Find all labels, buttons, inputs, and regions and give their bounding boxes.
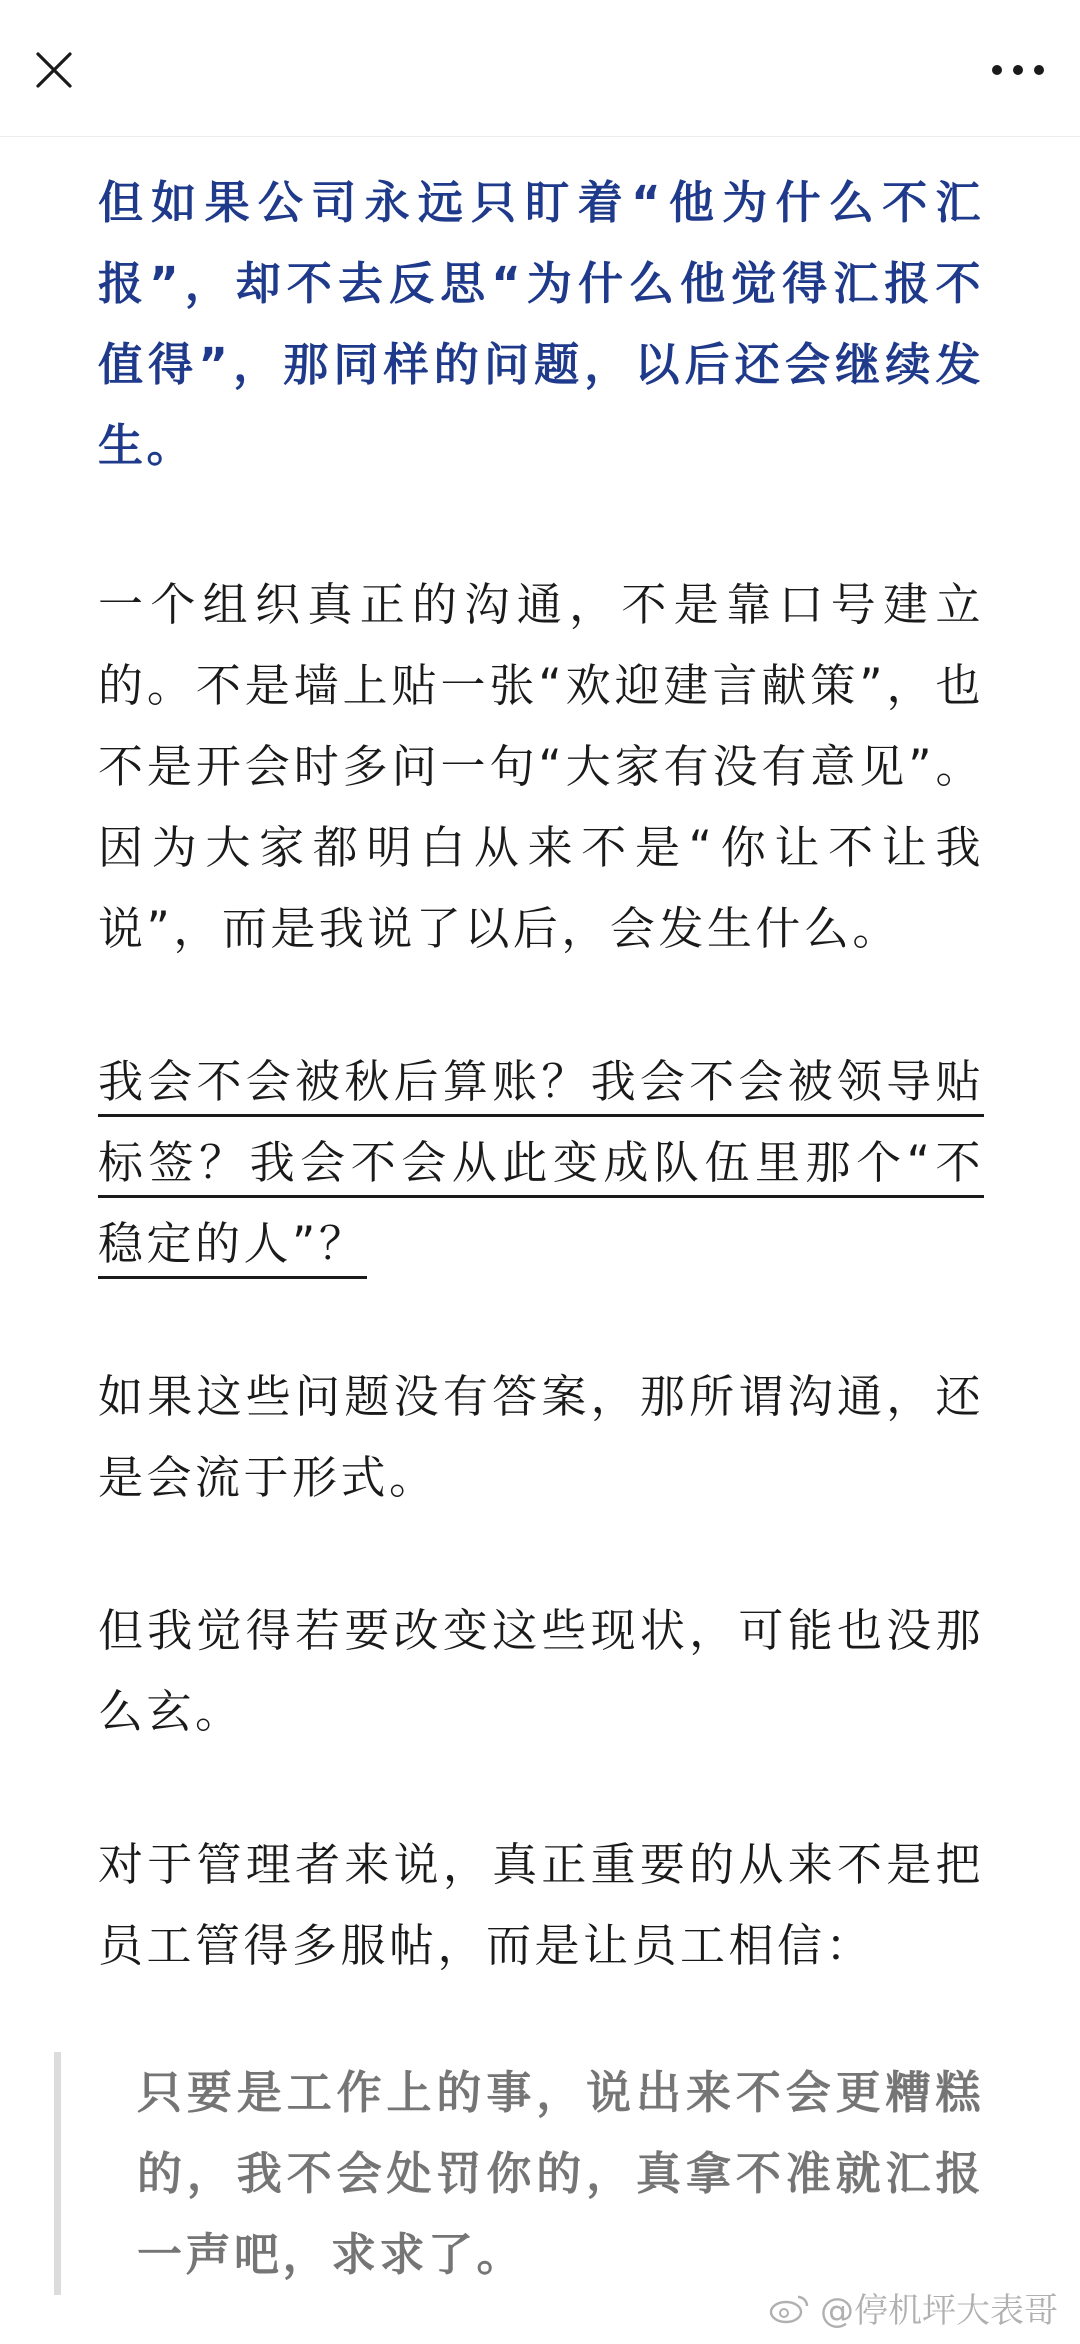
paragraph-change-status: 但我觉得若要改变这些现状，可能也没那么玄。 [98, 1604, 984, 1738]
article-body [98, 162, 984, 1986]
more-dots-icon [990, 63, 1046, 77]
underlined-paragraph-wrapper [98, 1041, 984, 1284]
watermark-text: @停机坪大表哥 [820, 2291, 1058, 2331]
highlight-paragraph: 但如果公司永远只盯着“他为什么不汇报”，却不去反思“为什么他觉得汇报不值得”，那同样的问题，以后还会继续发生。 [98, 176, 984, 472]
close-button[interactable] [22, 38, 86, 102]
blockquote [54, 2052, 984, 2295]
more-options-button[interactable] [978, 38, 1058, 102]
close-icon [34, 50, 74, 90]
quote-text: 只要是工作上的事，说出来不会更糟糕的，我不会处罚你的，真拿不准就汇报一声吧，求求了。 [137, 2066, 984, 2281]
paragraph-organization-communication: 一个组织真正的沟通，不是靠口号建立的。不是墙上贴一张“欢迎建言献策”，也不是开会时多问一句“大家有没有意见”。因为大家都明白从来不是“你让不让我说”，而是我说了以后，会发生什么。 [98, 578, 984, 955]
underlined-paragraph: 我会不会被秋后算账？我会不会被领导贴标签？我会不会从此变成队伍里那个“不稳定的人”？ [98, 1055, 984, 1279]
weibo-logo-icon [768, 2291, 812, 2325]
paragraph-no-answers: 如果这些问题没有答案，那所谓沟通，还是会流于形式。 [98, 1370, 984, 1504]
paragraph-managers: 对于管理者来说，真正重要的从来不是把员工管得多服帖，而是让员工相信： [98, 1838, 984, 1972]
top-nav-bar [0, 0, 1080, 137]
weibo-watermark [768, 2283, 1058, 2332]
